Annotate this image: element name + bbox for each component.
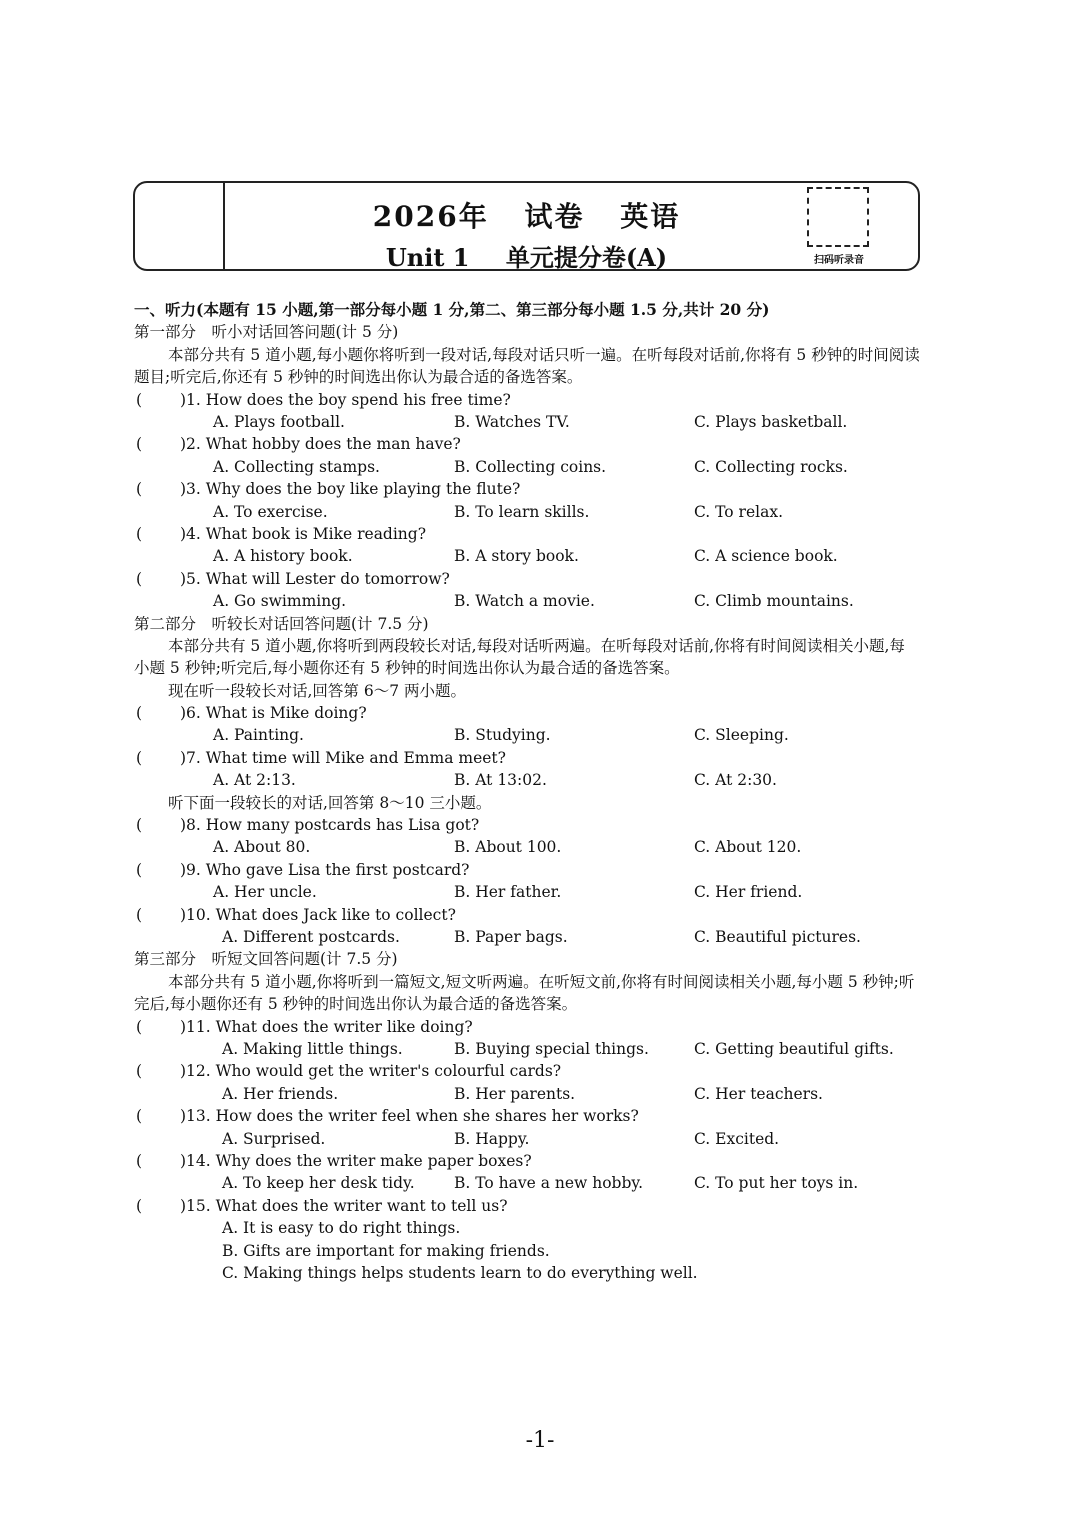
answer-blank-close: ) xyxy=(180,748,187,767)
options-row xyxy=(134,501,934,523)
question-row xyxy=(134,904,934,926)
option-b: B. Studying. xyxy=(454,726,551,745)
answer-blank-close: ) xyxy=(180,569,187,588)
options-row xyxy=(134,1172,934,1194)
options-row xyxy=(134,590,934,612)
question-number: 2. xyxy=(186,435,201,454)
question-prompt: Who gave Lisa the first postcard? xyxy=(205,860,470,879)
exam-subject: 英语 xyxy=(620,200,681,233)
question-row xyxy=(134,478,934,500)
option-b: B. Watch a movie. xyxy=(454,592,595,611)
question-row xyxy=(134,1195,934,1217)
question-prompt: Who would get the writer's colourful cards? xyxy=(215,1062,562,1081)
options-row xyxy=(134,836,934,858)
question-text xyxy=(186,1060,561,1082)
question-text xyxy=(186,433,461,455)
answer-blank-open[interactable]: ( xyxy=(136,816,143,835)
question-number: 14. xyxy=(186,1151,211,1170)
paper-name: 单元提分卷(A) xyxy=(505,243,668,272)
question-text xyxy=(186,904,456,926)
option-b: B. A story book. xyxy=(454,547,579,566)
answer-blank-close: ) xyxy=(180,1017,187,1036)
options-row xyxy=(134,1038,934,1060)
option-a: A. Her uncle. xyxy=(213,883,317,902)
question-number: 10. xyxy=(186,905,211,924)
question-number: 15. xyxy=(186,1196,211,1215)
answer-blank-close: ) xyxy=(180,816,187,835)
option-b: B. Watches TV. xyxy=(454,412,570,431)
question-row xyxy=(134,1105,934,1127)
qr-code-icon[interactable] xyxy=(807,187,869,247)
question-number: 13. xyxy=(186,1107,211,1126)
exam-year: 2026年 xyxy=(372,200,489,233)
question-row xyxy=(134,568,934,590)
answer-blank-close: ) xyxy=(180,1062,187,1081)
question-number: 1. xyxy=(186,390,201,409)
option-b: B. Her parents. xyxy=(454,1084,576,1103)
answer-blank-open[interactable]: ( xyxy=(136,1017,143,1036)
option-b: B. About 100. xyxy=(454,838,562,857)
option-b: B. Collecting coins. xyxy=(454,457,607,476)
option-b: B. Gifts are important for making friends. xyxy=(222,1241,550,1260)
answer-blank-close: ) xyxy=(180,435,187,454)
option-b: B. Happy. xyxy=(454,1129,530,1148)
question-row xyxy=(134,1060,934,1082)
question-text xyxy=(186,523,426,545)
unit-label: Unit 1 xyxy=(385,243,470,272)
option-c: C. Making things helps students learn to do everything well. xyxy=(222,1263,698,1282)
question-number: 9. xyxy=(186,860,201,879)
answer-blank-open[interactable]: ( xyxy=(136,1196,143,1215)
question-number: 5. xyxy=(186,569,201,588)
option-b: B. Her father. xyxy=(454,883,562,902)
question-prompt: Why does the writer make paper boxes? xyxy=(215,1151,532,1170)
part3-instructions: 本部分共有 5 道小题,你将听到一篇短文,短文听两遍。在听短文前,你将有时间阅读相关小题,每小题 5 秒钟;听完后,每小题你还有 5 秒钟的时间选出你认为最合适的备选答案。 xyxy=(134,972,915,1014)
option-c: C. Climb mountains. xyxy=(694,592,854,611)
answer-blank-close: ) xyxy=(180,524,187,543)
option-a: A. Plays football. xyxy=(213,412,345,431)
question-row xyxy=(134,523,934,545)
option-c: C. At 2:30. xyxy=(694,771,777,790)
question-prompt: How does the writer feel when she shares her works? xyxy=(215,1107,639,1126)
answer-blank-open[interactable]: ( xyxy=(136,1151,143,1170)
answer-blank-close: ) xyxy=(180,704,187,723)
option-a: A. Making little things. xyxy=(222,1039,403,1058)
question-text xyxy=(186,859,469,881)
option-c: C. Plays basketball. xyxy=(694,412,848,431)
question-number: 11. xyxy=(186,1017,211,1036)
part2-instructions: 本部分共有 5 道小题,你将听到两段较长对话,每段对话听两遍。在听每段对话前,你将有时间阅读相关小题,每小题 5 秒钟;听完后,每小题你还有 5 秒钟的时间选出你认为最合适的备选答案。 xyxy=(134,636,905,678)
option-c: C. Sleeping. xyxy=(694,726,789,745)
option-a: A. It is easy to do right things. xyxy=(222,1219,461,1238)
question-prompt: What book is Mike reading? xyxy=(205,524,427,543)
option-a: A. To exercise. xyxy=(213,502,328,521)
part1-instructions: 本部分共有 5 道小题,每小题你将听到一段对话,每段对话只听一遍。在听每段对话前,你将有 5 秒钟的时间阅读题目;听完后,你还有 5 秒钟的时间选出你认为最合适的备选答案。 xyxy=(134,345,920,387)
options-row xyxy=(134,1128,934,1150)
question-row xyxy=(134,814,934,836)
options-row xyxy=(134,926,934,948)
question-row xyxy=(134,859,934,881)
question-text xyxy=(186,478,520,500)
exam-title xyxy=(135,195,918,235)
question-text xyxy=(186,702,367,724)
question-prompt: What does the writer like doing? xyxy=(215,1017,473,1036)
option-c: C. To put her toys in. xyxy=(694,1174,859,1193)
options-row xyxy=(134,456,934,478)
option-b: B. Buying special things. xyxy=(454,1039,649,1058)
exam-label: 试卷 xyxy=(524,200,585,233)
option-c: C. Excited. xyxy=(694,1129,780,1148)
question-number: 4. xyxy=(186,524,201,543)
qr-caption: 扫码听录音 xyxy=(814,255,864,266)
answer-blank-open[interactable]: ( xyxy=(136,1062,143,1081)
option-a: A. About 80. xyxy=(213,838,311,857)
option-a: A. To keep her desk tidy. xyxy=(222,1174,415,1193)
question-prompt: What hobby does the man have? xyxy=(205,435,461,454)
question-row xyxy=(134,747,934,769)
question-text xyxy=(186,814,479,836)
answer-blank-open[interactable]: ( xyxy=(136,480,143,499)
question-number: 3. xyxy=(186,480,201,499)
question-text xyxy=(186,1150,532,1172)
option-b: B. To learn skills. xyxy=(454,502,590,521)
option-c: C. Collecting rocks. xyxy=(694,457,848,476)
options-row xyxy=(134,411,934,433)
option-a: A. Surprised. xyxy=(222,1129,326,1148)
question-text xyxy=(186,1016,473,1038)
option-c: C. Her friend. xyxy=(694,883,803,902)
options-row xyxy=(134,545,934,567)
question-prompt: How does the boy spend his free time? xyxy=(205,390,511,409)
question-row xyxy=(134,389,934,411)
option-a: A. At 2:13. xyxy=(213,771,296,790)
part2-title: 第二部分 听较长对话回答问题(计 7.5 分) xyxy=(134,614,429,633)
answer-blank-open[interactable]: ( xyxy=(136,390,143,409)
question-number: 6. xyxy=(186,704,201,723)
question-text xyxy=(186,1105,639,1127)
listening-section xyxy=(134,299,934,1284)
question-row xyxy=(134,702,934,724)
question-prompt: What is Mike doing? xyxy=(205,704,367,723)
question-number: 12. xyxy=(186,1062,211,1081)
option-a: A. Go swimming. xyxy=(213,592,347,611)
answer-blank-close: ) xyxy=(180,860,187,879)
answer-blank-close: ) xyxy=(180,480,187,499)
question-prompt: How many postcards has Lisa got? xyxy=(205,816,480,835)
question-row xyxy=(134,1150,934,1172)
options-row xyxy=(134,724,934,746)
question-prompt: What does the writer want to tell us? xyxy=(215,1196,508,1215)
page-number: -1- xyxy=(525,1428,555,1453)
question-text xyxy=(186,389,511,411)
part2-intro-a: 现在听一段较长对话,回答第 6～7 两小题。 xyxy=(168,681,467,700)
question-prompt: Why does the boy like playing the flute? xyxy=(205,480,521,499)
option-a: A. Her friends. xyxy=(222,1084,339,1103)
question-number: 7. xyxy=(186,748,201,767)
option-c: C. A science book. xyxy=(694,547,838,566)
answer-blank-close: ) xyxy=(180,905,187,924)
option-c: C. Getting beautiful gifts. xyxy=(694,1039,894,1058)
option-c: C. Her teachers. xyxy=(694,1084,823,1103)
question-prompt: What will Lester do tomorrow? xyxy=(205,569,450,588)
answer-blank-close: ) xyxy=(180,1196,187,1215)
question-text xyxy=(186,568,450,590)
option-a: A. Collecting stamps. xyxy=(213,457,380,476)
question-text xyxy=(186,747,506,769)
answer-blank-open[interactable]: ( xyxy=(136,748,143,767)
answer-blank-open[interactable]: ( xyxy=(136,860,143,879)
question-number: 8. xyxy=(186,816,201,835)
answer-blank-open[interactable]: ( xyxy=(136,524,143,543)
option-c: C. Beautiful pictures. xyxy=(694,928,861,946)
part2-intro-b: 听下面一段较长的对话,回答第 8～10 三小题。 xyxy=(168,793,492,812)
exam-header xyxy=(133,181,920,271)
option-c: C. To relax. xyxy=(694,502,784,521)
options-row xyxy=(134,881,934,903)
question-prompt: What does Jack like to collect? xyxy=(215,905,456,924)
answer-blank-open[interactable]: ( xyxy=(136,704,143,723)
option-b: B. To have a new hobby. xyxy=(454,1174,644,1193)
answer-blank-open[interactable]: ( xyxy=(136,1107,143,1126)
answer-blank-open[interactable]: ( xyxy=(136,905,143,924)
options-row xyxy=(134,769,934,791)
option-a: A. Different postcards. xyxy=(222,928,400,946)
answer-blank-open[interactable]: ( xyxy=(136,435,143,454)
part3-title: 第三部分 听短文回答问题(计 7.5 分) xyxy=(134,950,398,969)
option-a: A. Painting. xyxy=(213,726,304,745)
question-text xyxy=(186,1195,508,1217)
question-row xyxy=(134,433,934,455)
answer-blank-close: ) xyxy=(180,1151,187,1170)
options-row xyxy=(134,1083,934,1105)
question-prompt: What time will Mike and Emma meet? xyxy=(205,748,506,767)
answer-blank-close: ) xyxy=(180,1107,187,1126)
section-title: 一、听力(本题有 15 小题,第一部分每小题 1 分,第二、第三部分每小题 1.5 分,共计 20 分) xyxy=(134,300,770,319)
question-row xyxy=(134,1016,934,1038)
part1-title: 第一部分 听小对话回答问题(计 5 分) xyxy=(134,323,399,342)
option-b: B. Paper bags. xyxy=(454,928,568,946)
option-b: B. At 13:02. xyxy=(454,771,547,790)
option-c: C. About 120. xyxy=(694,838,802,857)
answer-blank-open[interactable]: ( xyxy=(136,569,143,588)
option-a: A. A history book. xyxy=(213,547,353,566)
answer-blank-close: ) xyxy=(180,390,187,409)
